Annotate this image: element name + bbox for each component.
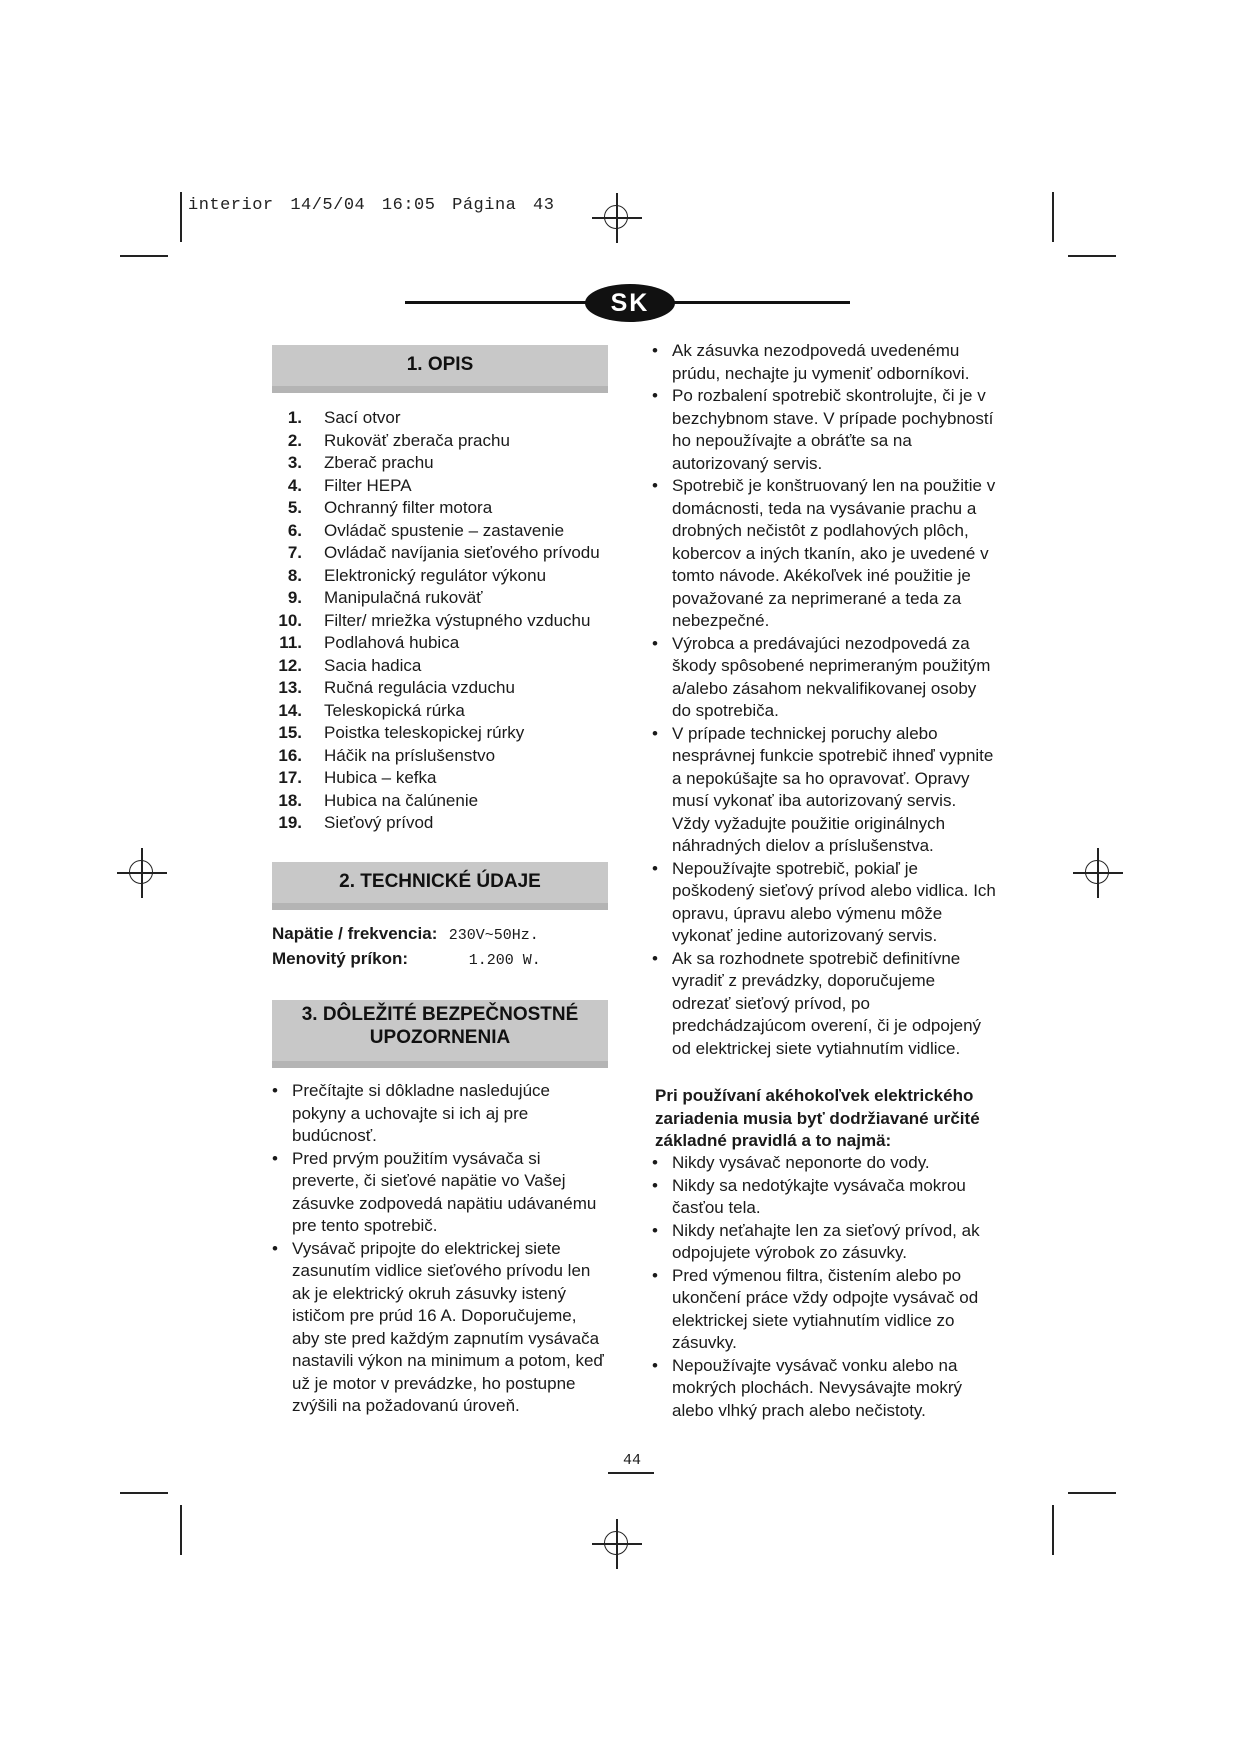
parts-list-number: 4.: [287, 475, 302, 495]
parts-list-number: 16.: [278, 745, 302, 765]
bullet-item: • Nepoužívajte vysávač vonku alebo na mokrých plochách. Nevysávajte mokrý alebo vlhký prach alebo nečistoty.: [650, 1355, 996, 1423]
crop-mark: [1052, 192, 1054, 242]
parts-list-number: 19.: [278, 813, 302, 832]
parts-list-item: [270, 767, 610, 790]
crop-mark: [180, 1505, 182, 1555]
bullet-item: • Prečítajte si dôkladne nasledujúce pokyny a uchovajte si ich aj pre budúcnosť.: [270, 1080, 605, 1148]
parts-list-item: [270, 722, 610, 745]
safety-title-line2: UPOZORNENIA: [369, 1027, 511, 1048]
section-heading-technical: 2. TECHNICKÉ ÚDAJE: [272, 862, 608, 910]
parts-list-label: Podlahová hubica: [324, 633, 460, 652]
parts-list-number: 10.: [278, 610, 302, 630]
rules-intro: Pri používaní akéhokoľvek elektrického zariadenia musia byť dodržiavané určité základné pravidlá a to najmä:: [655, 1086, 980, 1150]
crop-mark: [120, 255, 168, 257]
parts-list-number: 6.: [287, 520, 302, 540]
parts-list-item: [270, 475, 610, 498]
safety-bullets-left: [270, 1080, 605, 1418]
parts-list-item: [270, 745, 610, 768]
parts-list-item: [270, 812, 610, 835]
section-heading-opis: 1. OPIS: [272, 345, 608, 393]
parts-list-number: 15.: [278, 723, 302, 742]
parts-list-number: 5.: [287, 498, 302, 517]
safety-bullets-right: [650, 340, 996, 1060]
bullet-item: • V prípade technickej poruchy alebo nesprávnej funkcie spotrebič ihneď vypnite a nepokúšajte sa ho opravovať. Opravy musí vykonať iba autorizovaný servis. Vždy vyžadujte použitie originálnych náhradných dielov a príslušenstva.: [650, 723, 996, 858]
parts-list-item: [270, 587, 610, 610]
parts-list-item: [270, 407, 610, 430]
parts-list-number: 18.: [278, 790, 302, 810]
bullet-item: • Spotrebič je konštruovaný len na použitie v domácnosti, teda na vysávanie prachu a drobných nečistôt z podlahových plôch, kobercov a iných tkanín, ako je uvedené v tomto návode. Akékoľvek iné použitie je považované za neprimerané a teda za nebezpečné.: [650, 475, 996, 633]
parts-list-label: Ručná regulácia vzduchu: [324, 678, 515, 697]
header-rule-left: [405, 301, 595, 304]
registration-mark-icon: [1073, 848, 1123, 898]
bullet-item: • Ak zásuvka nezodpovedá uvedenému prúdu, nechajte ju vymeniť odborníkovi.: [650, 340, 996, 385]
parts-list-number: 8.: [287, 565, 302, 585]
crop-mark: [120, 1492, 168, 1494]
parts-list-label: Poistka teleskopickej rúrky: [324, 723, 525, 742]
crop-mark: [1068, 255, 1116, 257]
parts-list-item: [270, 655, 610, 678]
parts-list-number: 14.: [278, 700, 302, 720]
safety-title-line1: 3. DÔLEŽITÉ BEZPEČNOSTNÉ: [301, 1004, 579, 1025]
registration-mark-icon: [592, 193, 642, 243]
bullet-item: • Výrobca a predávajúci nezodpovedá za škody spôsobené neprimeraným použitým a/alebo zásahom nekvalifikovanej osoby do spotrebiča.: [650, 633, 996, 723]
parts-list-number: 7.: [287, 543, 302, 562]
parts-list-label: Ovládač spustenie – zastavenie: [324, 520, 565, 540]
parts-list-label: Ochranný filter motora: [324, 498, 493, 517]
parts-list-label: Háčik na príslušenstvo: [324, 745, 496, 765]
registration-mark-icon: [592, 1519, 642, 1569]
crop-mark: [1052, 1505, 1054, 1555]
parts-list-label: Rukoväť zberača prachu: [324, 430, 510, 450]
parts-list: [270, 407, 610, 835]
parts-list-label: Sieťový prívod: [324, 813, 434, 832]
parts-list-item: [270, 610, 610, 633]
parts-list-label: Teleskopická rúrka: [324, 700, 465, 720]
parts-list-number: 11.: [279, 633, 302, 652]
voltage-label: Napätie / frekvencia:: [272, 924, 438, 943]
header-rule-right: [665, 301, 850, 304]
parts-list-number: 2.: [287, 430, 302, 450]
registration-mark-icon: [117, 848, 167, 898]
parts-list-number: 13.: [278, 678, 302, 697]
section-heading-safety: [272, 1000, 608, 1068]
bullet-item: • Vysávač pripojte do elektrickej siete zasunutím vidlice sieťového prívodu len ak je elektrický okruh zásuvky istený ističom pre prúd 16 A. Doporučujeme, aby ste pred každým zapnutím vysávača nastavili výkon na minimum a potom, keď už je motor v prevádzke, ho postupne zvýšili na požadovanú úroveň.: [270, 1238, 605, 1418]
power-label: Menovitý príkon:: [272, 948, 409, 968]
parts-list-item: [270, 452, 610, 475]
print-slug: interior 14/5/04 16:05 Página 43: [188, 196, 555, 215]
parts-list-item: [270, 632, 610, 655]
parts-list-number: 3.: [287, 453, 302, 472]
voltage-value: 230V~50Hz.: [448, 927, 539, 944]
tech-specs: [272, 923, 541, 972]
page-number: 44: [622, 1452, 641, 1469]
bullet-item: • Po rozbalení spotrebič skontrolujte, či je v bezchybnom stave. V prípade pochybností ho nepoužívajte a obráťte sa na autorizovaný servis.: [650, 385, 996, 475]
parts-list-label: Ovládač navíjania sieťového prívodu: [324, 543, 600, 562]
parts-list-item: [270, 700, 610, 723]
crop-mark: [180, 192, 182, 242]
parts-list-item: [270, 565, 610, 588]
parts-list-number: 12.: [278, 655, 302, 675]
bullet-item: • Pred prvým použitím vysávača si preverte, či sieťové napätie vo Vašej zásuvke zodpovedá napätiu udávanému pre tento spotrebič.: [270, 1148, 605, 1238]
parts-list-item: [270, 520, 610, 543]
bullet-item: • Nikdy vysávač neponorte do vody.: [650, 1152, 996, 1175]
bullet-item: • Nikdy sa nedotýkajte vysávača mokrou časťou tela.: [650, 1175, 996, 1220]
bullet-item: • Nepoužívajte spotrebič, pokiaľ je poškodený sieťový prívod alebo vidlica. Ich opravu, úpravu alebo výmenu môže vykonať jedine autorizovaný servis.: [650, 858, 996, 948]
parts-list-item: [270, 677, 610, 700]
parts-list-number: 1.: [287, 408, 302, 427]
parts-list-label: Manipulačná rukoväť: [324, 588, 483, 607]
parts-list-label: Sací otvor: [324, 408, 401, 427]
parts-list-label: Sacia hadica: [324, 655, 422, 675]
parts-list-label: Zberač prachu: [324, 453, 434, 472]
bullet-item: • Nikdy neťahajte len za sieťový prívod, ak odpojujete výrobok zo zásuvky.: [650, 1220, 996, 1265]
parts-list-number: 17.: [278, 768, 302, 787]
bullet-item: • Ak sa rozhodnete spotrebič definitívne vyradiť z prevádzky, doporučujeme odrezať sieťový prívod, po predchádzajúcom overení, či je odpojený od elektrickej siete vytiahnutím vidlice.: [650, 948, 996, 1061]
bullet-item: • Pred výmenou filtra, čistením alebo po ukončení práce vždy odpojte vysávač od elektrickej siete vytiahnutím vidlice zo zásuvky.: [650, 1265, 996, 1355]
parts-list-item: [270, 542, 610, 565]
parts-list-label: Hubica – kefka: [324, 768, 437, 787]
parts-list-item: [270, 790, 610, 813]
parts-list-label: Filter HEPA: [324, 475, 412, 495]
language-badge: SK: [585, 284, 675, 322]
page-number-rule: [608, 1472, 654, 1474]
power-value: 1.200 W.: [468, 951, 541, 969]
parts-list-item: [270, 497, 610, 520]
parts-list-label: Elektronický regulátor výkonu: [324, 565, 547, 585]
rules-bullets: [650, 1152, 996, 1422]
parts-list-label: Hubica na čalúnenie: [324, 790, 479, 810]
parts-list-item: [270, 430, 610, 453]
crop-mark: [1068, 1492, 1116, 1494]
parts-list-number: 9.: [287, 588, 302, 607]
parts-list-label: Filter/ mriežka výstupného vzduchu: [324, 610, 591, 630]
